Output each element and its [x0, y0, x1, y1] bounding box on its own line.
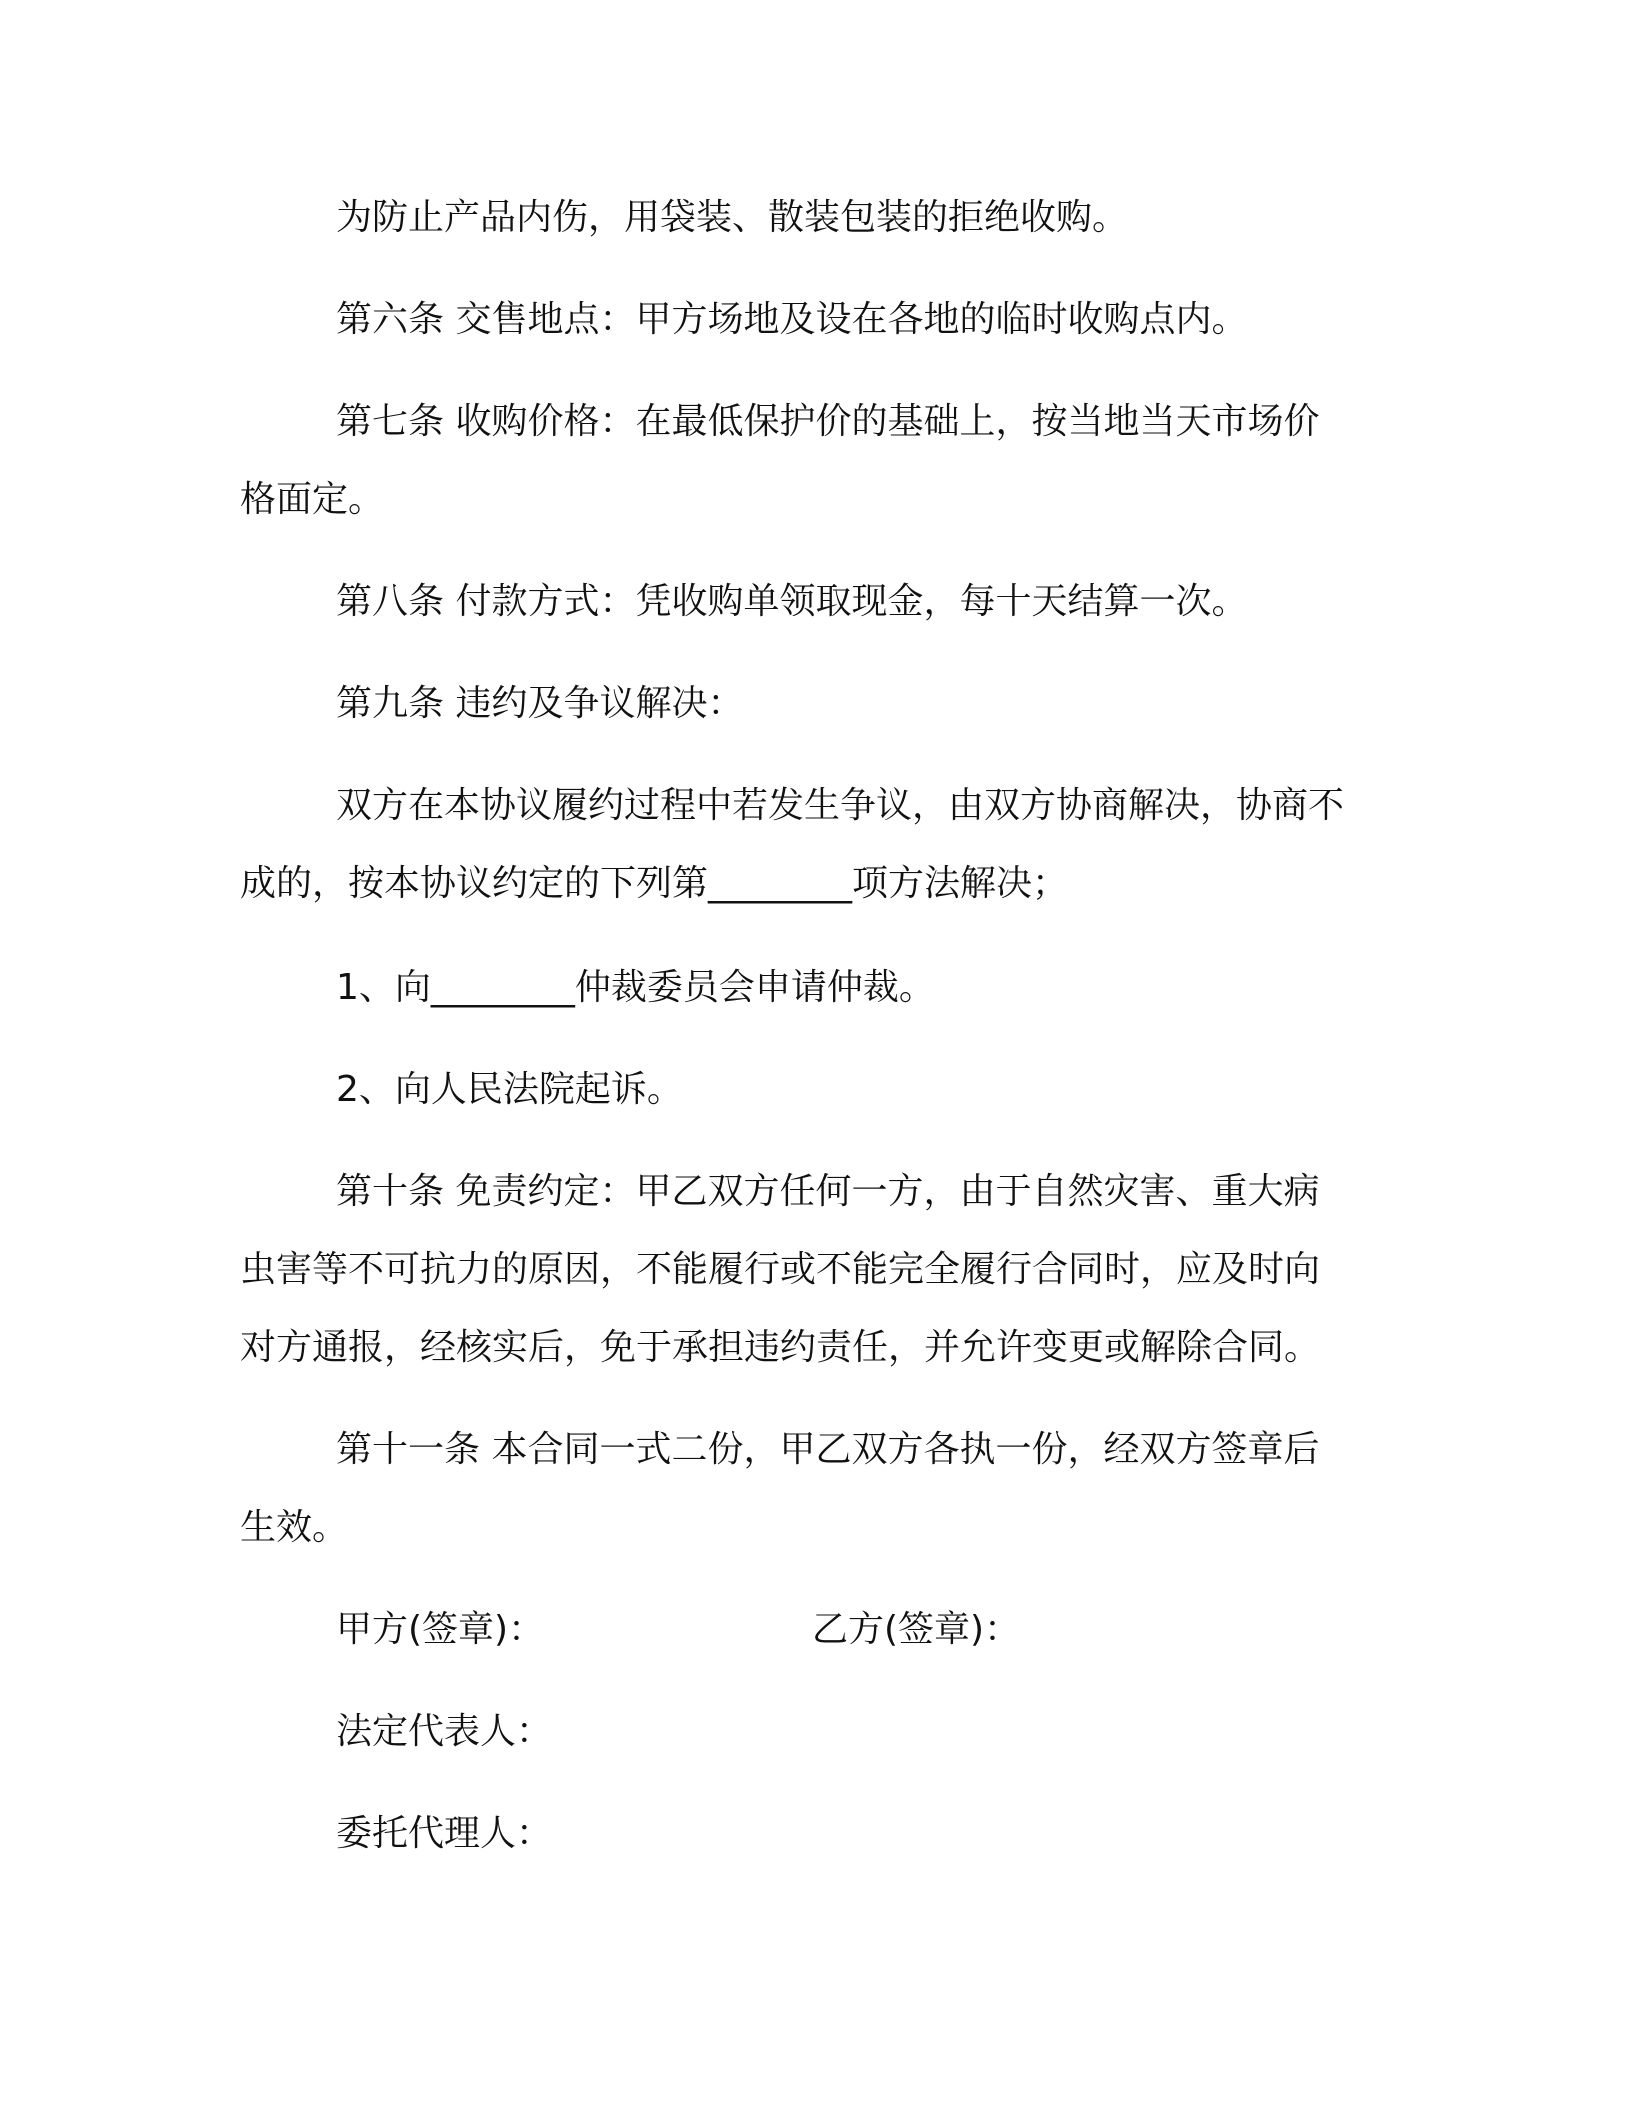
- article-10-line1: 第十条 免责约定：甲乙双方任何一方，由于自然灾害、重大病: [336, 1171, 1320, 1212]
- dispute-line2: 成的，按本协议约定的下列第________项方法解决；: [240, 863, 1069, 904]
- article-10-line2: 虫害等不可抗力的原因，不能履行或不能完全履行合同时，应及时向: [240, 1249, 1321, 1290]
- paragraph-packaging: 为防止产品内伤，用袋装、散装包装的拒绝收购。: [336, 197, 1129, 238]
- option-court: 2、向人民法院起诉。: [336, 1069, 683, 1110]
- party-a-signature-label: 甲方(签章)：: [336, 1609, 545, 1650]
- option-arbitration: 1、向________仲裁委员会申请仲裁。: [336, 967, 935, 1008]
- article-7-line2: 格面定。: [240, 479, 385, 520]
- article-8: 第八条 付款方式：凭收购单领取现金，每十天结算一次。: [336, 581, 1248, 622]
- article-7-line1: 第七条 收购价格：在最低保护价的基础上，按当地当天市场价: [336, 401, 1320, 442]
- article-11-line1: 第十一条 本合同一式二份，甲乙双方各执一份，经双方签章后: [336, 1429, 1320, 1470]
- article-10-line3: 对方通报，经核实后，免于承担违约责任，并允许变更或解除合同。: [240, 1327, 1321, 1368]
- article-6: 第六条 交售地点：甲方场地及设在各地的临时收购点内。: [336, 299, 1248, 340]
- article-9-heading: 第九条 违约及争议解决：: [336, 683, 744, 724]
- dispute-line1: 双方在本协议履约过程中若发生争议，由双方协商解决，协商不: [336, 785, 1345, 826]
- authorized-agent-label: 委托代理人：: [336, 1813, 553, 1854]
- legal-representative-label: 法定代表人：: [336, 1711, 553, 1752]
- party-b-signature-label: 乙方(签章)：: [812, 1609, 1021, 1650]
- article-11-line2: 生效。: [240, 1507, 349, 1548]
